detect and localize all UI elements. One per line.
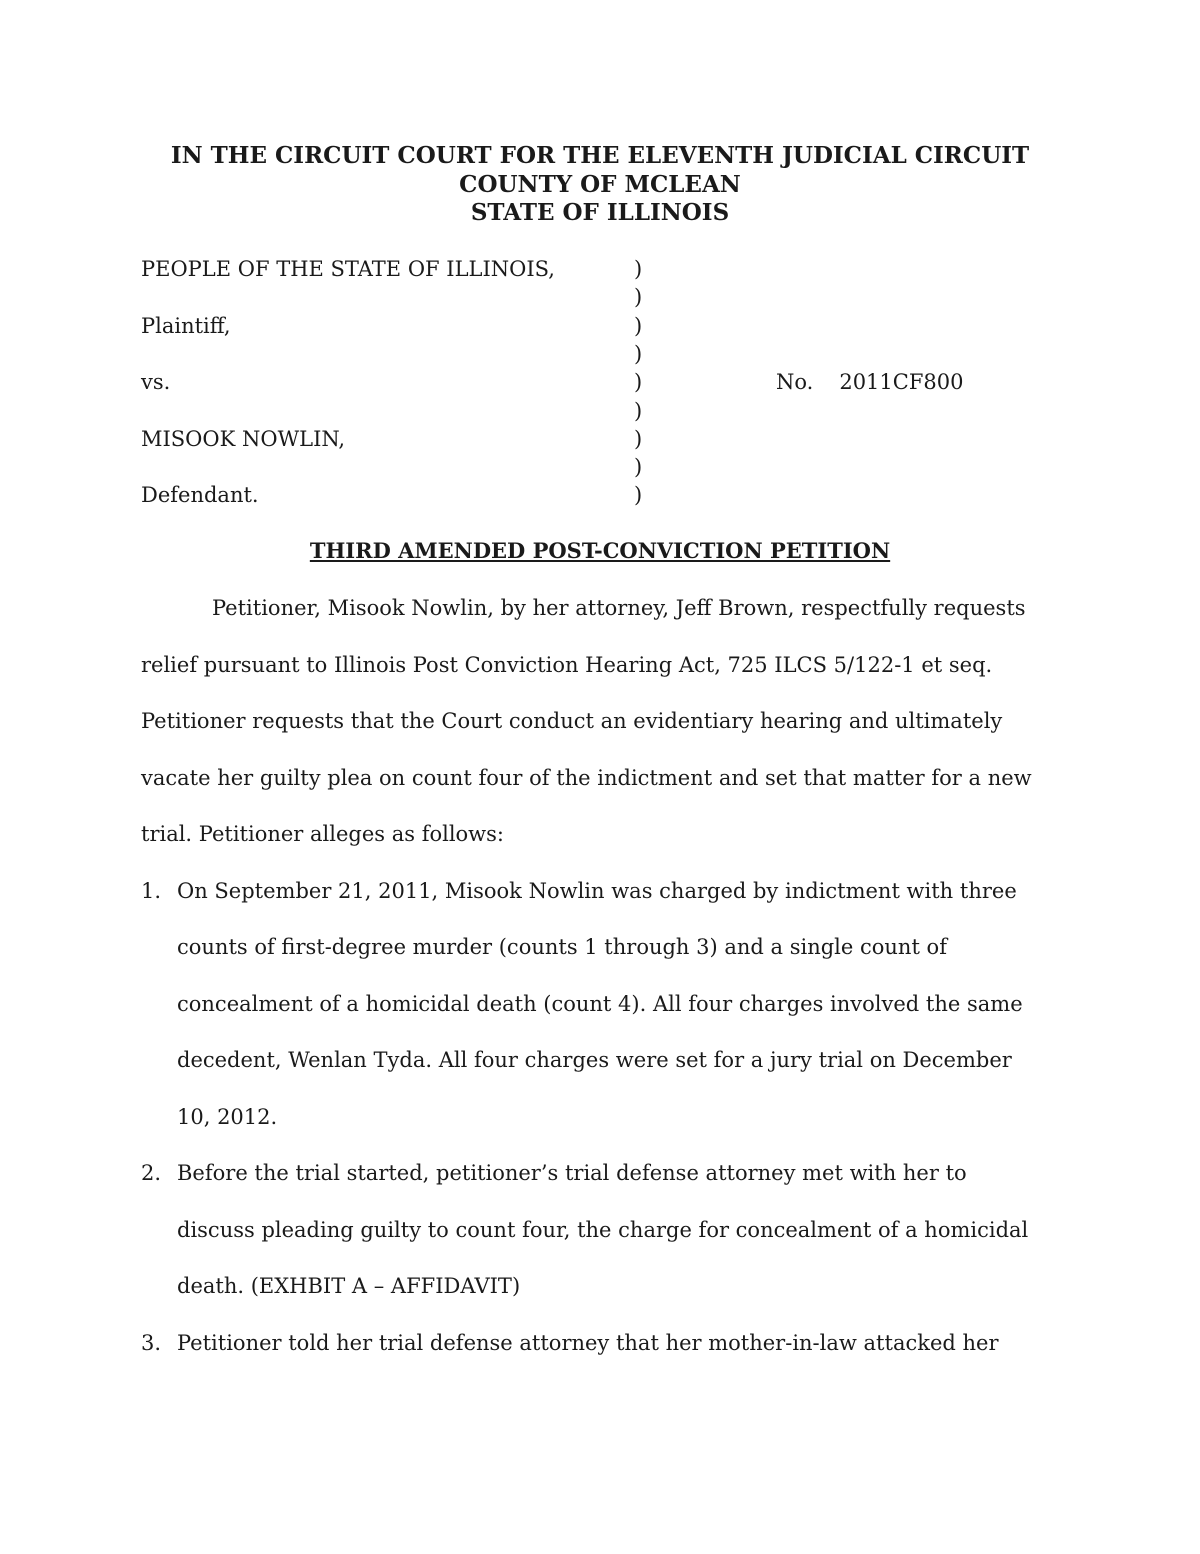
item-line: 10, 2012. [177, 1105, 278, 1129]
item-number: 2. [141, 1161, 162, 1185]
case-number [776, 370, 964, 394]
caption-paren: ) [634, 455, 643, 479]
item-line: decedent, Wenlan Tyda. All four charges were set for a jury trial on December [177, 1048, 1012, 1072]
case-number-label: No. [776, 370, 814, 394]
intro-line: Petitioner requests that the Court conduct an evidentiary hearing and ultimately [141, 709, 1003, 733]
case-number-value: 2011CF800 [839, 370, 964, 394]
item-line: Before the trial started, petitioner’s trial defense attorney met with her to [177, 1161, 967, 1185]
item-line: concealment of a homicidal death (count 4). All four charges involved the same [177, 992, 1023, 1016]
item-line: On September 21, 2011, Misook Nowlin was charged by indictment with three [177, 879, 1017, 903]
caption-paren: ) [634, 314, 643, 338]
intro-line: Petitioner, Misook Nowlin, by her attorney, Jeff Brown, respectfully requests [212, 596, 1026, 620]
item-number: 1. [141, 879, 162, 903]
item-line: counts of first-degree murder (counts 1 through 3) and a single count of [177, 935, 947, 959]
document-title [0, 538, 1200, 563]
caption-paren: ) [634, 483, 643, 507]
intro-line: relief pursuant to Illinois Post Conviction Hearing Act, 725 ILCS 5/122-1 et seq. [141, 653, 993, 677]
plaintiff-name: PEOPLE OF THE STATE OF ILLINOIS, [141, 257, 555, 281]
plaintiff-role: Plaintiff, [141, 314, 231, 338]
intro-line: trial. Petitioner alleges as follows: [141, 822, 505, 846]
item-line: Petitioner told her trial defense attorney that her mother-in-law attacked her [177, 1331, 999, 1355]
court-name: IN THE CIRCUIT COURT FOR THE ELEVENTH JUDICIAL CIRCUIT [170, 142, 1030, 169]
item-number: 3. [141, 1331, 162, 1355]
intro-line: vacate her guilty plea on count four of the indictment and set that matter for a new [141, 766, 1032, 790]
caption-paren: ) [634, 257, 643, 281]
defendant-role: Defendant. [141, 483, 259, 507]
caption-paren: ) [634, 399, 643, 423]
caption-paren: ) [634, 427, 643, 451]
defendant-name: MISOOK NOWLIN, [141, 427, 346, 451]
document-title-text: THIRD AMENDED POST-CONVICTION PETITION [309, 538, 891, 563]
caption-paren: ) [634, 342, 643, 366]
caption-paren: ) [634, 370, 643, 394]
county-name: COUNTY OF MCLEAN [459, 170, 741, 198]
versus-label: vs. [141, 370, 171, 394]
caption-paren: ) [634, 285, 643, 309]
court-heading [0, 142, 1200, 228]
state-name: STATE OF ILLINOIS [470, 199, 730, 226]
item-line: death. (EXHBIT A – AFFIDAVIT) [177, 1274, 521, 1298]
item-line: discuss pleading guilty to count four, the charge for concealment of a homicidal [177, 1218, 1029, 1242]
